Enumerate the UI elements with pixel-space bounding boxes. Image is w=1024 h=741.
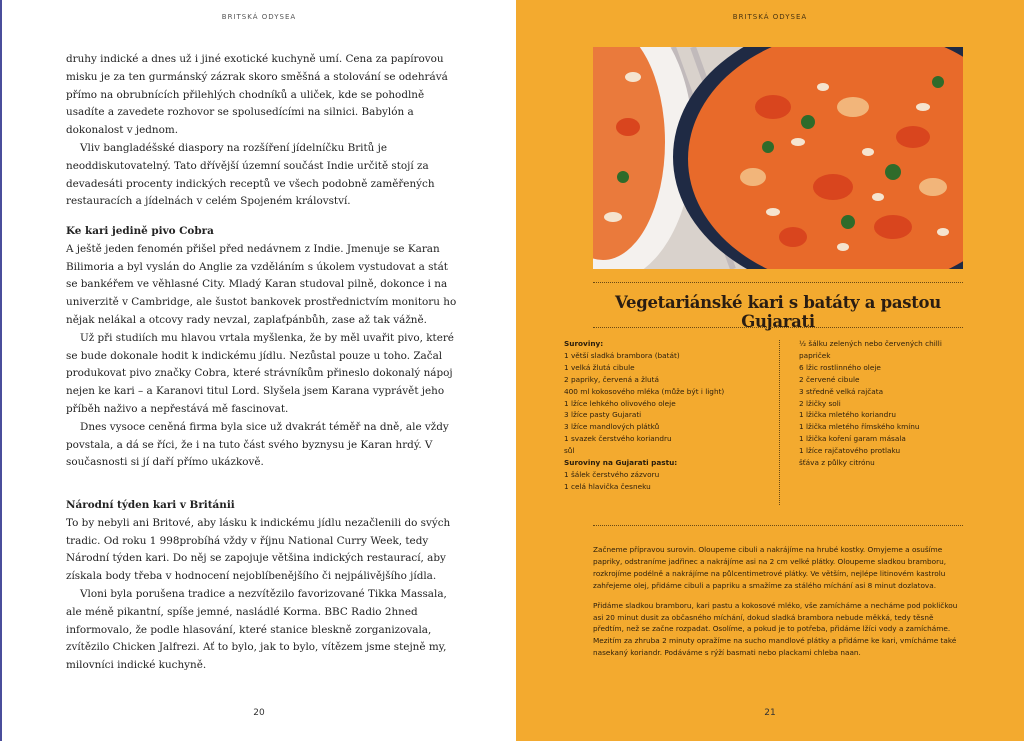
paragraph: Už při studiích mu hlavou vrtala myšlenka, že by měl uvařit pivo, které se bude dokonale hodit k indickému jídlu. Nezůstal pouze u toho. Začal produkovat pivo značky Cobra, které strávníkům přineslo dokonalý nápoj nejen ke kari – a Karanovi titul Lord. Slyšela jsem Karana vyprávět jeho příběh naživo a nepřestává mě fascinovat. [66, 331, 454, 415]
ingredient-item: 2 červené cibule [799, 374, 860, 384]
ingredient-item: 6 lžic rostlinného oleje [799, 362, 881, 372]
section-curry-week [66, 497, 458, 675]
ingredients-right [799, 338, 969, 469]
ingredients-left [564, 338, 764, 493]
gujarati-label: Suroviny na Gujarati pastu: [564, 458, 678, 468]
ingredient-item: sůl [564, 446, 575, 456]
ingredient-item: 1 lžička mletého koriandru [799, 410, 896, 420]
recipe-title: Vegetariánské kari s batáty a pastou Gujarati [615, 293, 941, 331]
ingredient-item: 1 větší sladká brambora (batát) [564, 350, 680, 360]
curry-photo [593, 47, 963, 269]
paragraph: Dnes vysoce ceněná firma byla sice už dvakrát téměř na dně, ale vždy povstala, a dá se říci, že i na tuto část svého byznysu je Karan hrdý. V současnosti si jí daří přímo ukázkově. [66, 420, 449, 469]
method-paragraph: Začneme přípravou surovin. Oloupeme cibuli a nakrájíme na hrubé kostky. Omyjeme a osušíme papriky, odstraníme jadřinec a nakrájíme asi na 2 cm velké plátky. Oloupeme sladkou bramboru, rozkrojíme podélně a nakrájíme na půlcentimetrové plátky. Ve větším, nejlépe litinovém kastrolu zahřejeme olej, přidáme cibuli a papriku a smažíme za stálého míchání asi 8 minut dozlatova. [593, 545, 947, 590]
method-text [593, 544, 963, 659]
section-heading-curry-week: Národní týden kari v Británii [66, 499, 235, 511]
ingredient-item: 1 svazek čerstvého koriandru [564, 434, 672, 444]
ingredient-item: ½ šálku zelených nebo červených chilli papriček [799, 339, 942, 360]
ingredient-item: 1 šálek čerstvého zázvoru [564, 469, 660, 479]
page-number-right: 21 [764, 708, 776, 718]
divider [593, 282, 963, 283]
column-divider [779, 340, 780, 505]
ingredient-item: 1 lžíce lehkého olivového oleje [564, 398, 676, 408]
ingredients-list [564, 350, 764, 457]
ingredient-item: 3 lžíce mandlových plátků [564, 422, 660, 432]
paragraph: druhy indické a dnes už i jiné exotické kuchyně umí. Cena za papírovou misku je za ten gurmánský zázrak skoro směšná a stolování se odehrává přímo na obrubnících přilehlých chodníků a uliček, kde se pohodlně usadíte a zavedete rozhovor se spolusedícími na silnici. Babylón a dokonalost v jednom. [66, 53, 448, 137]
ingredient-item: 1 lžička mletého římského kmínu [799, 422, 920, 432]
divider [593, 327, 963, 328]
running-header-right: BRITSKÁ ODYSEA [732, 13, 808, 21]
method-paragraph: Přidáme sladkou bramboru, kari pastu a kokosové mléko, vše zamícháme a necháme pod pokličkou asi 20 minut dusit za občasného míchání, dokud sladká brambora nebude měkká, tedy těsně předtím, než se začne rozpadat. Osolíme, a pokud je to potřeba, přidáme lžíci vody a zamícháme. Mezitím za zhruba 2 minuty opražíme na sucho mandlové plátky a přidáme ke kari, vmícháme také nasekaný koriandr. Podáváme s rýží basmati nebo plackami chleba naan. [593, 600, 958, 658]
section-cobra [66, 223, 458, 472]
ingredient-item: 3 středně velká rajčata [799, 386, 884, 396]
ingredient-item: 400 ml kokosového mléka (může být i light) [564, 386, 725, 396]
intro-text [66, 51, 458, 211]
ingredient-item: 1 lžička koření garam másala [799, 434, 906, 444]
curry-photo-icon [593, 47, 963, 269]
section-heading-cobra: Ke kari jedině pivo Cobra [66, 225, 214, 237]
running-header-left: BRITSKÁ ODYSEA [221, 13, 297, 21]
ingredients-list [799, 338, 969, 469]
paragraph: To by nebyli ani Britové, aby lásku k indickému jídlu nezačlenili do svých tradic. Od roku 1 998probíhá vždy v říjnu National Curry Week, tedy Národní týden kari. Do něj se zapojuje většina indických restaurací, aby získala body třeba v hodnocení nejoblíbenějšího či nejpálivějšího jídla. [66, 516, 451, 583]
ingredient-item: šťáva z půlky citrónu [799, 458, 875, 468]
ingredient-item: 1 velká žlutá cibule [564, 362, 635, 372]
ingredients-label: Suroviny: [564, 339, 604, 348]
divider [593, 525, 963, 526]
gujarati-list [564, 469, 764, 493]
right-page [516, 0, 1024, 741]
page-number-left: 20 [253, 708, 265, 718]
ingredient-item: 1 celá hlavička česneku [564, 481, 651, 491]
ingredient-item: 2 papriky, červená a žlutá [564, 374, 659, 384]
paragraph: Vliv bangladéšské diaspory na rozšíření jídelníčku Britů je neoddiskutovatelný. Tato dřívější územní součást Indie určitě stojí za devadesáti procenty indických receptů ve všech podobně zaměřených restauracích a jídelnách v celém Spojeném království. [66, 141, 435, 208]
paragraph: A ještě jeden fenomén přišel před nedávnem z Indie. Jmenuje se Karan Bilimoria a byl vyslán do Anglie za vzděláním s úkolem vystudovat a stát se bankéřem ve věhlasné City. Mladý Karan studoval pilně, dokonce i na univerzitě v Cambridge, ale šustot bankovek prostřednictvím monitoru ho nějak nelákal a otcovy rady nevzal, zaplaťpánbůh, zase až tak vážně. [66, 242, 457, 326]
ingredient-item: 3 lžíce pasty Gujarati [564, 410, 642, 420]
ingredient-item: 2 lžičky soli [799, 398, 841, 408]
ingredient-item: 1 lžíce rajčatového protlaku [799, 446, 901, 456]
paragraph: Vloni byla porušena tradice a nezvítězilo favorizované Tikka Massala, ale méně pikantní, spíše jemné, nasládlé Korma. BBC Radio 2hned informovalo, že podle hlasování, které stanice bleskně zorganizovala, zvítězilo Chicken Jalfrezi. Ať to bylo, jak to bylo, vítězem jsme stejně my, milovníci indické kuchyně. [66, 587, 447, 672]
